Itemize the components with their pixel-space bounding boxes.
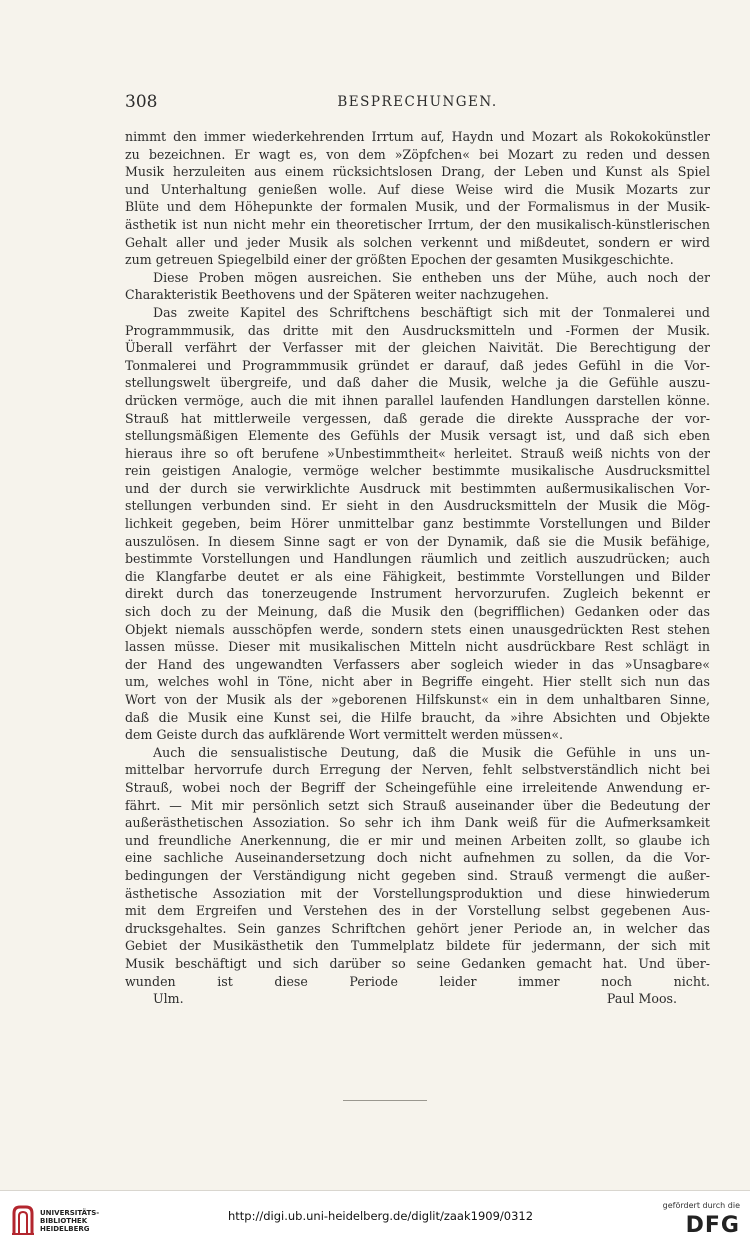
place: Ulm. xyxy=(153,991,184,1007)
text-line: außerästhetischen Assoziation. So sehr ich ihm Dank weiß für die Aufmerksamkeit xyxy=(125,815,710,831)
text-line: Charakteristik Beethovens und der Späteren weiter nachzugehen. xyxy=(125,287,549,303)
signature-line xyxy=(125,990,710,1010)
text-line: Musik herzuleiten aus einem rücksichtslosen Drang, der Leben und Kunst als Spiel xyxy=(125,164,710,180)
text-line: Wort von der Musik als der »geborenen Hilfskunst« ein in dem unhaltbaren Sinne, xyxy=(125,692,710,707)
end-rule xyxy=(343,1100,427,1101)
footer-bar xyxy=(0,1190,750,1248)
body-text xyxy=(125,128,710,1010)
text-line: Überall verfährt der Verfasser mit der gleichen Naivität. Die Berechtigung der xyxy=(125,340,710,356)
text-line: auszulösen. In diesem Sinne sagt er von der Dynamik, daß sie die Musik befähige, xyxy=(125,533,710,549)
text-line: Das zweite Kapitel des Schriftchens beschäftigt sich mit der Tonmalerei und xyxy=(153,304,710,320)
text-line: dem Geiste durch das aufklärende Wort vermittelt werden müssen«. xyxy=(125,727,564,743)
text-line: wunden ist diese Periode leider immer noch nicht. xyxy=(125,973,710,989)
text-line: stellungsmäßigen Elemente des Gefühls der Musik versagt ist, und daß sich eben xyxy=(125,428,710,444)
text-line: und Unterhaltung genießen wolle. Auf diese Weise wird die Musik Mozarts zur xyxy=(125,181,710,197)
text-line: nimmt den immer wiederkehrenden Irrtum auf, Haydn und Mozart als Rokokokünstler xyxy=(125,129,710,144)
text-line: Strauß, wobei noch der Begriff der Scheingefühle eine irreleitende Anwendung er- xyxy=(125,779,710,795)
text-line: bestimmte Vorstellungen und Handlungen räumlich und zeitlich auszudrücken; auch xyxy=(125,551,710,567)
funding-notice xyxy=(630,1201,740,1238)
author-name: Paul Moos. xyxy=(606,991,677,1007)
library-seal-icon xyxy=(10,1203,36,1237)
text-line: der Hand des ungewandten Verfassers aber sogleich wieder in das »Unsagbare« xyxy=(125,656,710,672)
text-line: zum getreuen Spiegelbild einer der größten Epochen der gesamten Musikgeschichte. xyxy=(125,252,674,268)
text-line: und der durch sie verwirklichte Ausdruck mit bestimmten außermusikalischen Vor- xyxy=(125,480,710,496)
text-line: die Klangfarbe deutet er als eine Fähigkeit, bestimmte Vorstellungen und Bilder xyxy=(125,568,710,584)
text-line: rein geistigen Analogie, vermöge welcher bestimmte musikalische Ausdrucksmittel xyxy=(125,463,710,479)
text-line: stellungswelt übergreife, und daß daher die Musik, welche ja die Gefühle auszu- xyxy=(125,375,710,391)
text-line: Gebiet der Musikästhetik den Tummelplatz bildete für jedermann, der sich mit xyxy=(125,938,710,954)
dfg-logo[interactable]: DFG xyxy=(685,1213,740,1238)
text-line: und freundliche Anerkennung, die er mir und meinen Arbeiten zollt, so glaube ich xyxy=(125,832,710,848)
funding-label: gefördert durch die xyxy=(662,1201,740,1210)
text-line: daß die Musik eine Kunst sei, die Hilfe braucht, da »ihre Absichten und Objekte xyxy=(125,709,710,725)
text-line: hieraus ihre so oft berufene »Unbestimmtheit« herleitet. Strauß weiß nichts von der xyxy=(125,445,710,461)
page-number: 308 xyxy=(125,92,158,112)
text-line: Musik beschäftigt und sich darüber so seine Gedanken gemacht hat. Und über- xyxy=(125,955,710,971)
text-line: drucksgehaltes. Sein ganzes Schriftchen gehört jener Periode an, in welcher das xyxy=(125,920,710,936)
text-line: zu bezeichnen. Er wagt es, von dem »Zöpfchen« bei Mozart zu reden und dessen xyxy=(125,146,710,162)
text-line: stellungen verbunden sind. Er sieht in den Ausdrucksmitteln der Musik die Mög- xyxy=(125,498,710,514)
text-line: bedingungen der Verständigung nicht gegeben sind. Strauß vermengt die außer- xyxy=(125,867,710,883)
library-logo[interactable] xyxy=(10,1203,110,1237)
text-line: Strauß hat mittlerweile vergessen, daß gerade die direkte Aussprache der vor- xyxy=(125,410,710,426)
text-line: lassen müsse. Dieser mit musikalischen Mitteln nicht ausdrückbare Rest schlägt in xyxy=(125,639,710,655)
library-name: UNIVERSITÄTS- BIBLIOTHEK HEIDELBERG xyxy=(40,1209,100,1233)
text-line: drücken vermöge, auch die mit ihnen parallel laufenden Handlungen darstellen könne. xyxy=(125,392,710,408)
text-line: Auch die sensualistische Deutung, daß die Musik die Gefühle in uns un- xyxy=(153,744,710,760)
running-title: BESPRECHUNGEN. xyxy=(337,94,498,110)
running-head xyxy=(125,92,710,116)
permalink-url[interactable]: http://digi.ub.uni-heidelberg.de/diglit/zaak1909/0312 xyxy=(228,1209,534,1223)
text-line: Programmmusik, das dritte mit den Ausdrucksmitteln und -Formen der Musik. xyxy=(125,322,710,338)
text-line: eine sachliche Auseinandersetzung doch nicht aufnehmen zu sollen, da die Vor- xyxy=(125,850,710,866)
text-line: sich doch zu der Meinung, daß die Musik den (begrifflichen) Gedanken oder das xyxy=(125,604,710,620)
text-line: Objekt niemals ausschöpfen werde, sondern stets einen unausgedrückten Rest stehen xyxy=(125,621,710,637)
text-line: lichkeit gegeben, beim Hörer unmittelbar ganz bestimmte Vorstellungen und Bilder xyxy=(125,516,710,532)
text-line: ästhetik ist nun nicht mehr ein theoretischer Irrtum, der den musikalisch-künstlerischen xyxy=(125,216,710,232)
text-line: mittelbar hervorrufe durch Erregung der Nerven, fehlt selbstverständlich nicht bei xyxy=(125,762,710,778)
text-line: um, welches wohl in Töne, nicht aber in Begriffe eingeht. Hier stellt sich nun das xyxy=(125,674,710,690)
text-line: Tonmalerei und Programmmusik gründet er darauf, daß jedes Gefühl in die Vor- xyxy=(125,357,710,373)
text-line: fährt. — Mit mir persönlich setzt sich Strauß auseinander über die Bedeutung der xyxy=(125,797,710,813)
text-line: ästhetische Assoziation mit der Vorstellungsproduktion und diese hinwiederum xyxy=(125,885,710,901)
text-line: Blüte und dem Höhepunkte der formalen Musik, und der Formalismus in der Musik- xyxy=(125,199,710,215)
text-line: Diese Proben mögen ausreichen. Sie entheben uns der Mühe, auch noch der xyxy=(153,269,710,285)
text-line: direkt durch das tonerzeugende Instrument hervorzurufen. Zugleich bekennt er xyxy=(125,586,710,602)
text-line: Gehalt aller und jeder Musik als solchen verkennt und mißdeutet, sondern er wird xyxy=(125,234,710,250)
text-line: mit dem Ergreifen und Verstehen des in der Vorstellung selbst gegebenen Aus- xyxy=(125,903,710,919)
